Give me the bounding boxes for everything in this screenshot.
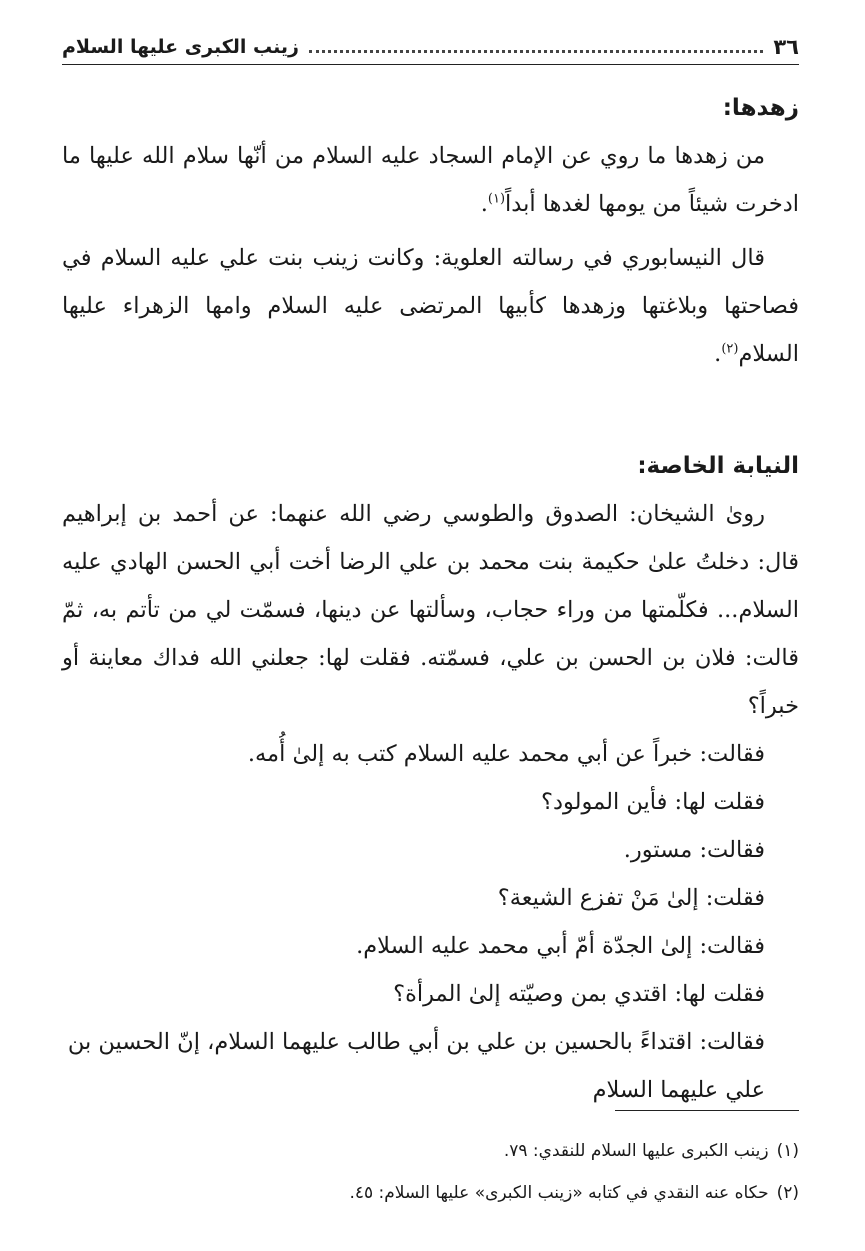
paragraph-text: قال النيسابوري في رسالته العلوية: وكانت زينب بنت علي عليه السلام في فصاحتها وبلاغتها وزهدها كأبيها المرتضى عليه السلام وامها الزهراء عليها السلام [62,245,799,367]
paragraph-zuhd-2: قال النيسابوري في رسالته العلوية: وكانت زينب بنت علي عليه السلام في فصاحتها وبلاغتها وزهدها كأبيها المرتضى عليه السلام وامها الزهراء عليها السلام$^{(٢)}$. [62,245,799,367]
section-heading-zuhd: زهدها: [722,95,799,121]
dialogue [62,730,799,1114]
footnote-number: (١) [776,1141,799,1161]
spacer [62,378,799,442]
footnote-text: زينب الكبرى عليها السلام للنقدي: ٧٩. [503,1141,769,1161]
page-number: ٣٦ [773,35,799,59]
footnote-number: (٢) [776,1183,799,1203]
dialogue-line: فقالت: إلىٰ الجدّة أمّ أبي محمد عليه السلام. [356,933,765,959]
footnote-2 [62,1172,799,1214]
footnote-text: حكاه عنه النقدي في كتابه «زينب الكبرى» عليها السلام: ٤٥. [349,1183,769,1203]
dialogue-line: فقالت: مستور. [623,837,765,863]
dialogue-line: فقالت: اقتداءً بالحسين بن علي بن أبي طالب عليهما السلام، إنّ الحسين بن علي عليهما السلام [67,1029,765,1103]
book-title: زينب الكبرى عليها السلام [62,36,299,58]
footnote-ref-1: (١) [487,191,506,207]
running-head [62,30,799,65]
dialogue-line: فقلت لها: فأين المولود؟ [541,789,765,815]
dialogue-line: فقالت: خبراً عن أبي محمد عليه السلام كتب به إلىٰ أُمه. [247,741,765,767]
paragraph-zuhd-1: من زهدها ما روي عن الإمام السجاد عليه السلام من أنّها سلام الله عليها ما ادخرت شيئاً من يومها لغدها أبداً$^{(١)}$. [62,143,799,217]
section-heading-niyaba: النيابة الخاصة: [637,453,799,479]
footnote-1 [62,1130,799,1172]
main-text [62,84,799,1114]
dialogue-line: فقلت لها: اقتدي بمن وصيّته إلىٰ المرأة؟ [393,981,765,1007]
dialogue-line: فقلت: إلىٰ مَنْ تفزع الشيعة؟ [497,885,765,911]
dot-leader [309,50,763,53]
footnote-ref-2: (٢) [721,341,739,357]
paragraph-niyaba-1: روىٰ الشيخان: الصدوق والطوسي رضي الله عنهما: عن أحمد بن إبراهيم قال: دخلتُ علىٰ حكيمة بنت محمد بن علي الرضا أخت أبي الحسن الهادي عليه السلام... فكلّمتها من وراء حجاب، وسألتها عن دينها، فسمّت لي من تأتم به، ثمّ قالت: فلان بن الحسن بن علي، فسمّته. فقلت لها: جعلني الله فداك معاينة أو خبراً؟ [62,501,799,719]
footnote-separator [615,1110,799,1111]
paragraph-text: من زهدها ما روي عن الإمام السجاد عليه السلام من أنّها سلام الله عليها ما ادخرت شيئاً من يومها لغدها أبداً [62,143,799,217]
footnotes [62,1130,799,1214]
